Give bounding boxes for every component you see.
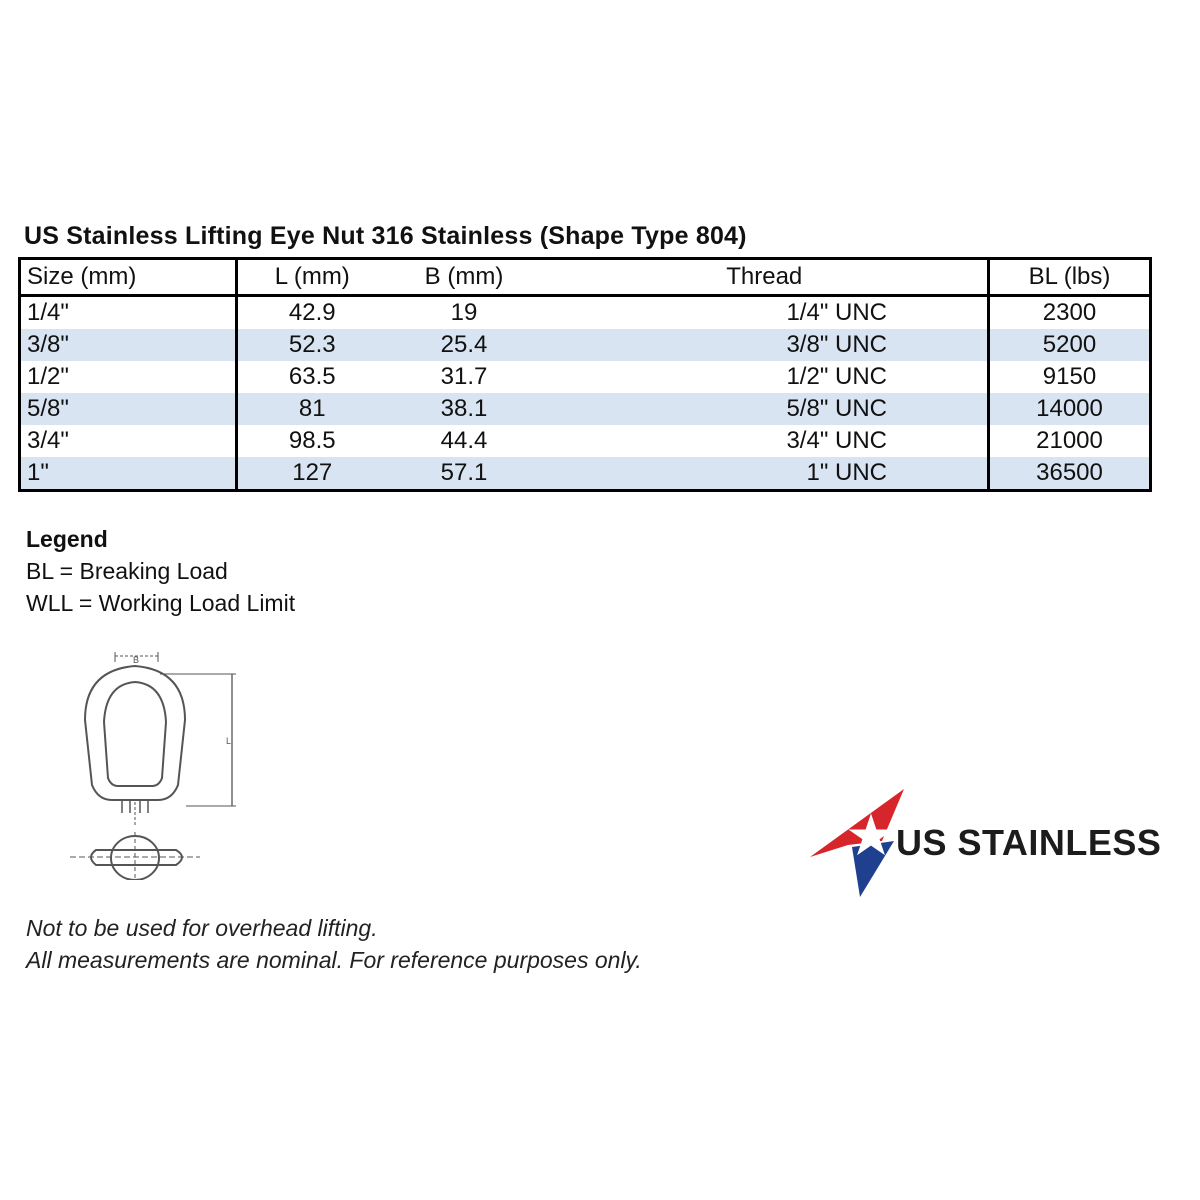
cell-bl: 21000: [1036, 427, 1103, 454]
cell-size: 1": [20, 457, 237, 491]
cell-thread: 5/8" UNC: [542, 393, 989, 425]
table-row: [20, 393, 1151, 425]
cell-l: 81: [237, 393, 387, 425]
notes: [26, 912, 642, 976]
cell-size: 5/8": [20, 393, 237, 425]
header-thread: Thread: [542, 259, 989, 296]
cell-size: 1/2": [20, 361, 237, 393]
header-size: Size (mm): [20, 259, 237, 296]
cell-b: 25.4: [387, 329, 542, 361]
table-header-row: [20, 259, 1151, 296]
cell-bl: 2300: [1042, 299, 1097, 326]
eye-nut-drawing-icon: [60, 650, 260, 885]
header-bl: BL (lbs): [989, 259, 1151, 296]
cell-bl: 36500: [989, 457, 1151, 491]
logo-text: US STAINLESS: [896, 822, 1162, 863]
cell-thread: 3/8" UNC: [542, 329, 989, 361]
legend-item: BL = Breaking Load: [26, 558, 228, 584]
header-b: B (mm): [387, 259, 542, 296]
cell-size: 3/4": [20, 425, 237, 457]
table-row: [20, 361, 1151, 393]
table-row: [20, 296, 1151, 330]
cell-thread: 3/4" UNC: [542, 425, 989, 457]
legend-title: Legend: [26, 526, 108, 552]
cell-l: 98.5: [288, 427, 336, 454]
cell-bl: 9150: [1042, 363, 1097, 390]
cell-size: 1/4": [20, 296, 237, 330]
cell-l: 127: [237, 457, 387, 491]
table-row: [20, 425, 1151, 457]
svg-text:L: L: [226, 736, 232, 746]
cell-thread: 1/2" UNC: [542, 361, 989, 393]
spec-table: [18, 257, 1152, 492]
cell-bl: 5200: [989, 329, 1151, 361]
table-row: [20, 457, 1151, 491]
page-title: US Stainless Lifting Eye Nut 316 Stainless (Shape Type 804): [24, 222, 747, 250]
cell-bl: 14000: [989, 393, 1151, 425]
note-line: Not to be used for overhead lifting.: [26, 915, 378, 941]
cell-thread: 1" UNC: [542, 457, 989, 491]
cell-b: 19: [450, 299, 478, 326]
legend: [26, 523, 295, 619]
cell-b: 57.1: [387, 457, 542, 491]
table-row: [20, 329, 1151, 361]
note-line: All measurements are nominal. For reference purposes only.: [26, 947, 642, 973]
cell-thread: 1/4" UNC: [542, 296, 989, 330]
cell-b: 44.4: [440, 427, 488, 454]
svg-text:B: B: [133, 655, 140, 665]
cell-size: 3/8": [20, 329, 237, 361]
cell-l: 52.3: [237, 329, 387, 361]
cell-b: 38.1: [387, 393, 542, 425]
cell-l: 63.5: [288, 363, 336, 390]
star-logo-icon: [808, 785, 908, 908]
legend-item: WLL = Working Load Limit: [26, 590, 296, 616]
cell-b: 31.7: [440, 363, 488, 390]
cell-l: 42.9: [288, 299, 336, 326]
header-l: L (mm): [237, 259, 387, 296]
